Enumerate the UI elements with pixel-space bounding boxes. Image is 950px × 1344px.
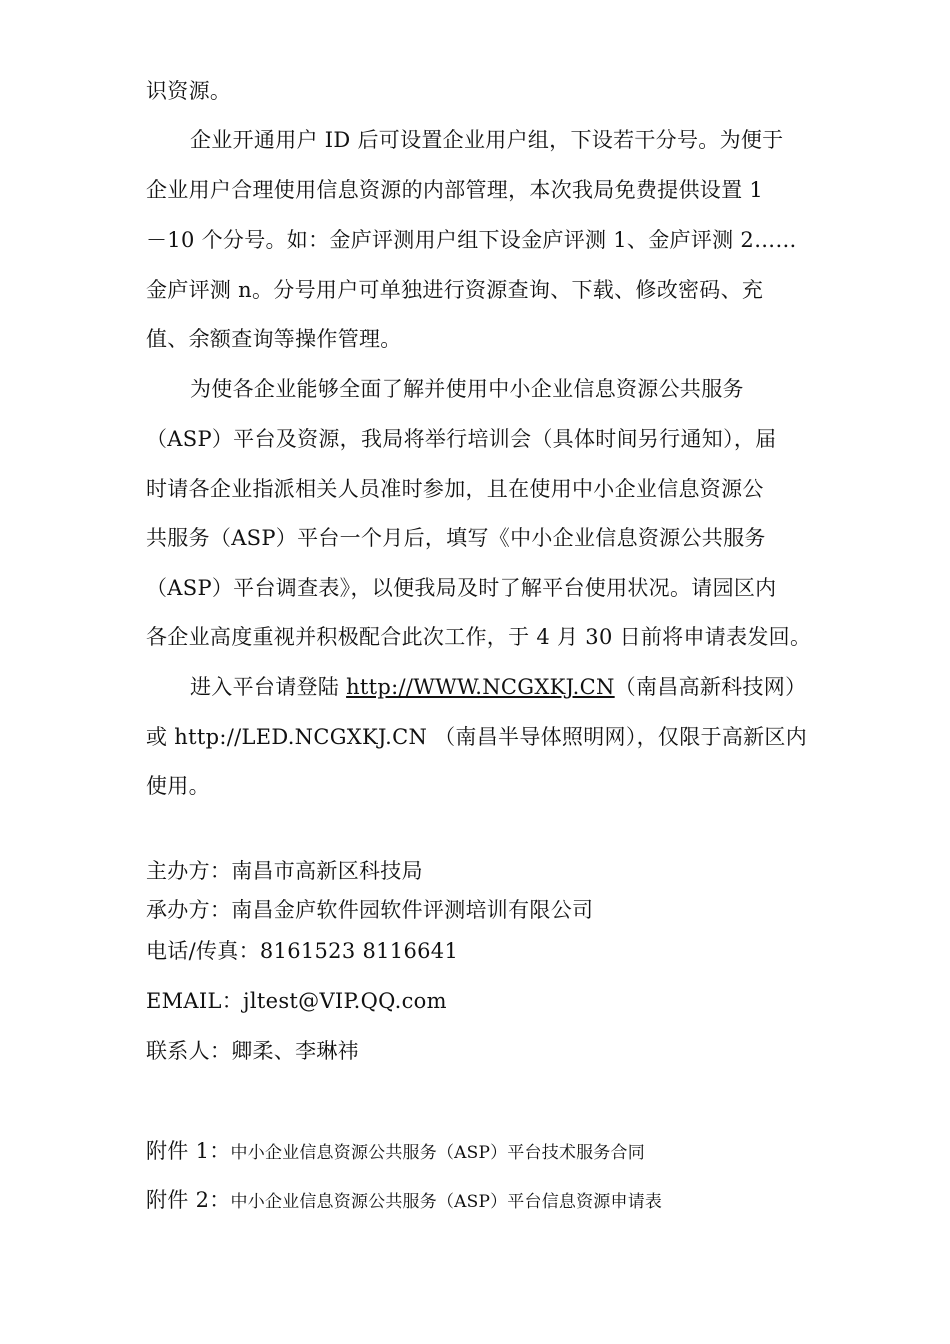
- contact-person: 联系人：卿柔、李琳祎: [146, 1039, 359, 1063]
- attachment-1: [146, 1136, 645, 1168]
- body-line: 金庐评测 n。分号用户可单独进行资源查询、下载、修改密码、充: [146, 278, 764, 302]
- access-line-2: 或 http://LED.NCGXKJ.CN （南昌半导体照明网），仅限于高新区内: [146, 725, 808, 749]
- access-line-3: 使用。: [146, 774, 210, 798]
- body-line: 共服务（ASP）平台一个月后，填写《中小企业信息资源公共服务: [146, 526, 766, 550]
- phone-fax: 电话/传真：8161523 8116641: [146, 939, 459, 963]
- access-line: [190, 672, 806, 702]
- body-line: －10 个分号。如：金庐评测用户组下设金庐评测 1、金庐评测 2……: [146, 228, 797, 252]
- attachment-title: 中小企业信息资源公共服务（ASP）平台信息资源申请表: [230, 1192, 663, 1212]
- paragraph-start: 为使各企业能够全面了解并使用中小企业信息资源公共服务: [190, 377, 744, 401]
- co-organizer: 承办方：南昌金庐软件园软件评测培训有限公司: [146, 898, 594, 922]
- paragraph-start: 企业开通用户 ID 后可设置企业用户组，下设若干分号。为便于: [190, 128, 784, 152]
- website-name: （南昌高新科技网）: [614, 675, 807, 699]
- attachment-2: [146, 1185, 662, 1217]
- body-line: 值、余额查询等操作管理。: [146, 327, 402, 351]
- body-line: 企业用户合理使用信息资源的内部管理，本次我局免费提供设置 1: [146, 178, 764, 202]
- attachment-label: 附件 1：: [146, 1139, 231, 1163]
- email: EMAIL：jltest@VIP.QQ.com: [146, 989, 447, 1013]
- access-prefix: 进入平台请登陆: [190, 675, 347, 699]
- body-line: （ASP）平台调查表》，以便我局及时了解平台使用状况。请园区内: [146, 576, 777, 600]
- body-line: （ASP）平台及资源，我局将举行培训会（具体时间另行通知），届: [146, 427, 777, 451]
- body-line: 识资源。: [146, 79, 232, 103]
- website-link[interactable]: http://WWW.NCGXKJ.CN: [346, 675, 615, 699]
- attachment-label: 附件 2：: [146, 1188, 231, 1212]
- attachment-title: 中小企业信息资源公共服务（ASP）平台技术服务合同: [230, 1143, 645, 1163]
- body-line: 时请各企业指派相关人员准时参加，且在使用中小企业信息资源公: [146, 477, 764, 501]
- body-line: 各企业高度重视并积极配合此次工作，于 4 月 30 日前将申请表发回。: [146, 625, 812, 649]
- organizer: 主办方：南昌市高新区科技局: [146, 859, 423, 883]
